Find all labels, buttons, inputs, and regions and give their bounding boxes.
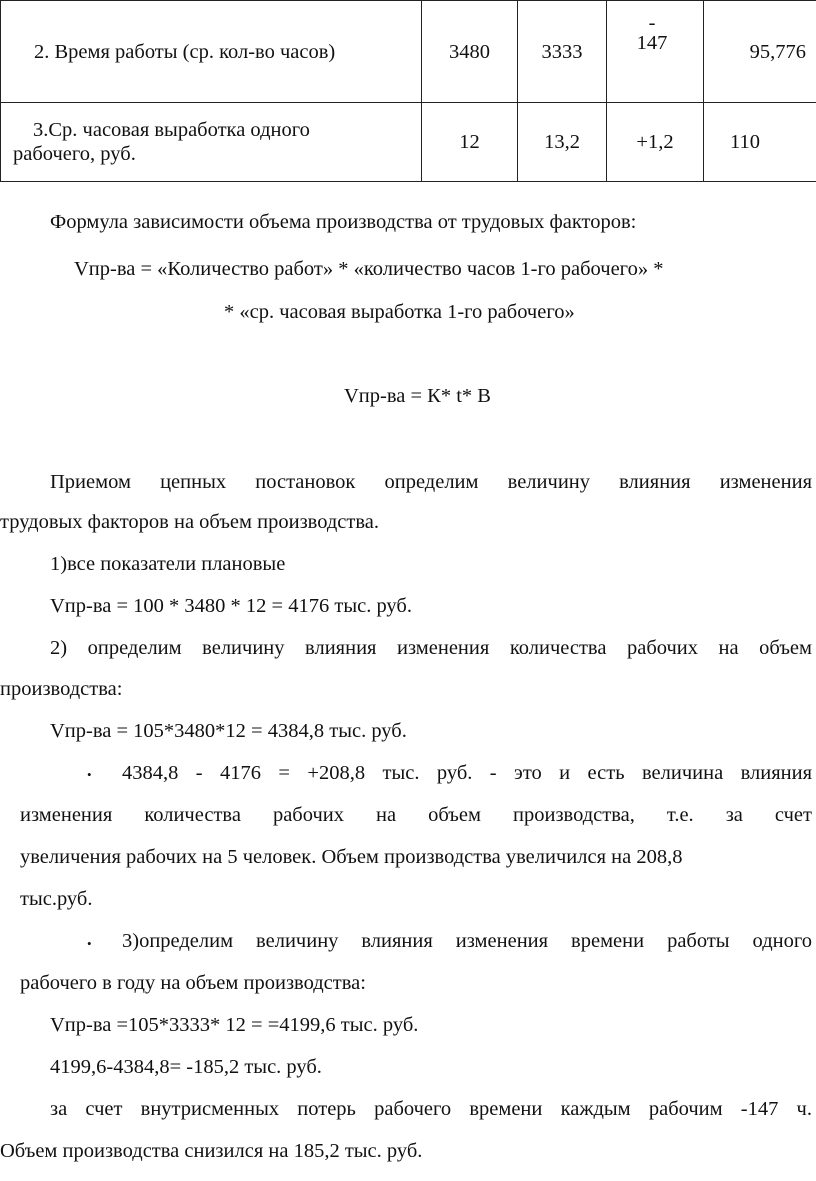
formula-line2: * «ср. часовая выработка 1-го рабочего» — [224, 301, 575, 323]
bullet-1-line4: тыс.руб. — [20, 888, 93, 910]
bullet-icon: • — [87, 936, 92, 951]
formula-short: Vпр-ва = К* t* В — [344, 385, 491, 407]
conclusion-line2: Объем производства снизился на 185,2 тыс. руб. — [0, 1140, 423, 1162]
paragraph-line: Приемом цепных постановок определим величину влияния изменения — [50, 471, 812, 493]
table-row — [1, 103, 816, 182]
deviation-sign: - — [648, 12, 656, 34]
fact-cell: 3333 — [518, 1, 607, 103]
bullet-2-line1: 3)определим величину влияния изменения времени работы одного — [122, 930, 812, 952]
bullet-icon: • — [87, 767, 92, 782]
conclusion-line1: за счет внутрисменных потерь рабочего времени каждым рабочим -147 ч. — [50, 1098, 812, 1120]
plan-cell: 12 — [422, 103, 518, 182]
deviation-cell — [607, 1, 704, 103]
step-3-diff: 4199,6-4384,8= -185,2 тыс. руб. — [50, 1056, 322, 1078]
plan-cell: 3480 — [422, 1, 518, 103]
step-1: 1)все показатели плановые — [50, 553, 286, 575]
row-name-line2: рабочего, руб. — [13, 143, 136, 165]
percent-cell: 95,776 — [704, 1, 816, 103]
step-2-line2: производства: — [0, 678, 123, 700]
deviation-value: 147 — [636, 32, 668, 54]
table-row — [1, 1, 816, 103]
factor-table — [0, 0, 816, 182]
bullet-1-line2: изменения количества рабочих на объем производства, т.е. за счет — [20, 804, 812, 826]
step-1-calc: Vпр-ва = 100 * 3480 * 12 = 4176 тыс. руб. — [50, 595, 412, 617]
paragraph-line: трудовых факторов на объем производства. — [0, 511, 379, 533]
fact-cell: 13,2 — [518, 103, 607, 182]
percent-cell: 110 — [704, 103, 816, 182]
formula-intro: Формула зависимости объема производства от трудовых факторов: — [50, 211, 637, 233]
row-name-line1: 3.Ср. часовая выработка одного — [33, 119, 310, 141]
bullet-2-line2: рабочего в году на объем производства: — [20, 972, 366, 994]
step-3-calc: Vпр-ва =105*3333* 12 = =4199,6 тыс. руб. — [50, 1014, 419, 1036]
bullet-1-line3: увеличения рабочих на 5 человек. Объем производства увеличился на 208,8 — [20, 846, 683, 868]
deviation-cell: +1,2 — [607, 103, 704, 182]
step-2-calc: Vпр-ва = 105*3480*12 = 4384,8 тыс. руб. — [50, 720, 407, 742]
formula-line1: Vпр-ва = «Количество работ» * «количество часов 1-го рабочего» * — [74, 258, 664, 280]
row-name: 2. Время работы (ср. кол-во часов) — [1, 1, 422, 103]
step-2-line1: 2) определим величину влияния изменения количества рабочих на объем — [50, 637, 812, 659]
bullet-1-line1: 4384,8 - 4176 = +208,8 тыс. руб. - это и есть величина влияния — [122, 762, 812, 784]
row-name — [1, 103, 422, 182]
